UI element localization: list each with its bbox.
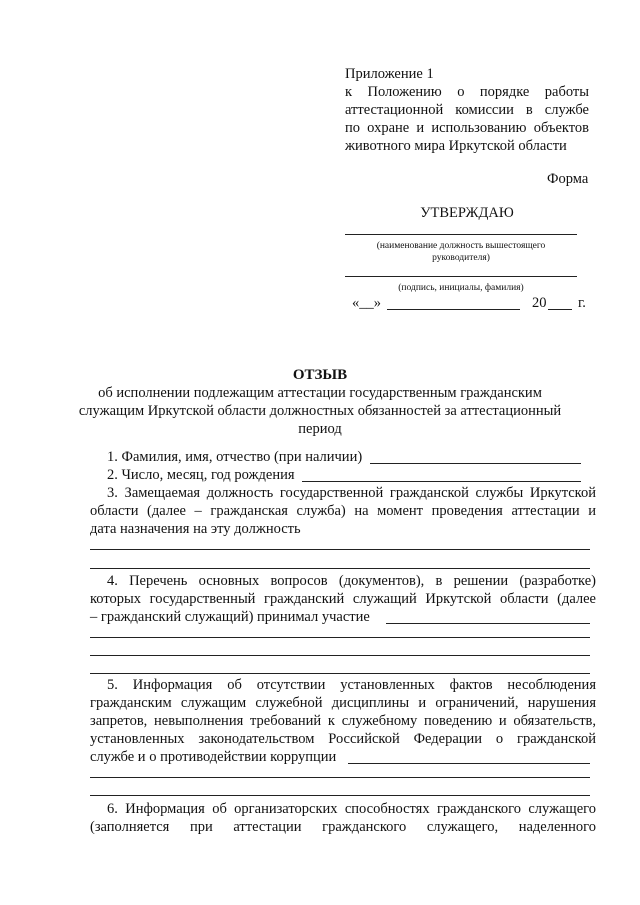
item-3-line-3: дата назначения на эту должность xyxy=(90,521,301,537)
item-4-fill-line-0 xyxy=(386,623,590,624)
item-3-line-2: области (далее – гражданская служба) на момент проведения аттестации и xyxy=(90,503,596,519)
item-1-label: 1. Фамилия, имя, отчество (при наличии) xyxy=(107,449,363,465)
item-4-fill-line-1 xyxy=(90,637,590,638)
item-4-fill-line-3 xyxy=(90,673,590,674)
item-5-fill-line-1 xyxy=(90,777,590,778)
item-4-line-3: – гражданский служащий) принимал участие xyxy=(90,609,370,625)
appendix-line-3: по охране и использованию объектов xyxy=(345,120,589,136)
item-6-line-2: (заполняется при аттестации гражданского служащего, наделенного xyxy=(90,819,596,835)
item-3-fill-line-2 xyxy=(90,568,590,569)
signature-line xyxy=(345,276,577,277)
document-subtitle-2: служащим Иркутской области должностных обязанностей за аттестационный xyxy=(78,403,562,419)
appendix-line-4: животного мира Иркутской области xyxy=(345,138,567,154)
item-3-fill-line-1 xyxy=(90,549,590,550)
position-caption-1: (наименование должность вышестоящего xyxy=(376,241,546,251)
item-5-line-2: гражданским служащим служебной дисциплины и ограничений, нарушения xyxy=(90,695,596,711)
form-label: Форма xyxy=(547,171,589,187)
position-line xyxy=(345,234,577,235)
signature-caption: (подпись, инициалы, фамилия) xyxy=(398,283,524,293)
item-4-line-1: 4. Перечень основных вопросов (документов), в решении (разработке) xyxy=(107,573,596,589)
document-title: ОТЗЫВ xyxy=(292,367,348,383)
document-subtitle-3: период xyxy=(298,421,342,437)
item-5-fill-line-0 xyxy=(348,763,590,764)
date-day: «__» xyxy=(352,295,381,311)
approve-title: УТВЕРЖДАЮ xyxy=(420,205,514,221)
item-4-fill-line-2 xyxy=(90,655,590,656)
item-1-fill-line xyxy=(370,463,581,464)
item-4-line-2: которых государственный гражданский служащий Иркутской области (далее xyxy=(90,591,596,607)
item-2-label: 2. Число, месяц, год рождения xyxy=(107,467,295,483)
date-year-prefix: 20 xyxy=(532,295,547,311)
appendix-line-2: аттестационной комиссии в службе xyxy=(345,102,589,118)
appendix-title: Приложение 1 xyxy=(345,66,434,82)
item-5-line-3: запретов, невыполнения требований к служебному поведению и обязательств, xyxy=(90,713,596,729)
item-6-line-1: 6. Информация об организаторских способностях гражданского служащего xyxy=(107,801,596,817)
date-year-suffix: г. xyxy=(578,295,586,311)
item-5-line-1: 5. Информация об отсутствии установленных фактов несоблюдения xyxy=(107,677,596,693)
date-month-line xyxy=(387,309,520,310)
item-3-line-1: 3. Замещаемая должность государственной гражданской службы Иркутской xyxy=(107,485,596,501)
date-year-line xyxy=(548,309,572,310)
item-5-line-4: установленных законодательством Российской Федерации о гражданской xyxy=(90,731,596,747)
appendix-line-1: к Положению о порядке работы xyxy=(345,84,589,100)
item-2-fill-line xyxy=(302,481,581,482)
item-5-line-5: службе и о противодействии коррупции xyxy=(90,749,337,765)
document-subtitle-1: об исполнении подлежащим аттестации государственным гражданским xyxy=(98,385,542,401)
item-5-fill-line-2 xyxy=(90,795,590,796)
position-caption-2: руководителя) xyxy=(432,253,490,263)
